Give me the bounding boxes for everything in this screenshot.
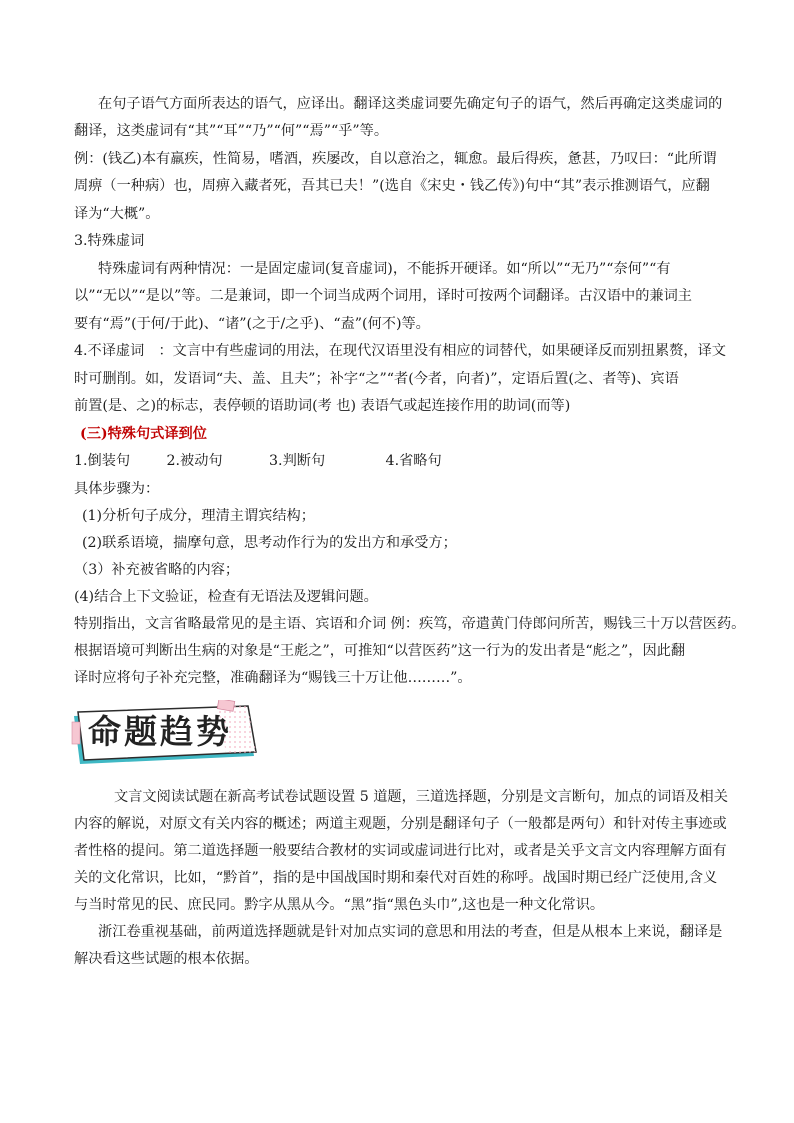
- text-line: 与当时常见的民、庶民同。黔字从黑从今。“黑”指“黑色头巾”,这也是一种文化常识。: [74, 897, 605, 913]
- text-line: 4.不译虚词 ：文言中有些虚词的用法，在现代汉语里没有相应的词替代，如果硬译反而别扭累赘，译文: [74, 343, 726, 359]
- text-line: 周痹（一种病）也，周痹入藏者死，吾其已夫！”(选自《宋史・钱乙传》)句中“其”表示推测语气，应翻: [74, 178, 710, 194]
- text-line: 具体步骤为：: [74, 481, 160, 497]
- text-line: 在句子语气方面所表达的语气，应译出。翻译这类虚词要先确定句子的语气，然后再确定这类虚词的: [98, 96, 723, 112]
- text-line: 文言文阅读试题在新高考试卷试题设置 5 道题，三道选择题，分别是文言断句，加点的词语及相关: [114, 789, 728, 805]
- section-banner: [68, 700, 264, 770]
- text-line: 要有“焉”(于何/于此)、“诸”(之于/之乎)、“盍”(何不)等。: [74, 316, 430, 332]
- banner-title: 命题趋势: [88, 712, 232, 751]
- step-passive: 2.被动句: [166, 453, 223, 469]
- text-line: (2)联系语境，揣摩句意，思考动作行为的发出方和承受方；: [82, 535, 457, 551]
- text-line: 译时应将句子补充完整，准确翻译为“赐钱三十万让他………”。: [74, 670, 472, 686]
- step-judgement: 3.判断句: [269, 453, 326, 469]
- text-line: 特殊虚词有两种情况：一是固定虚词(复音虚词)，不能拆开硬译。如“所以”“无乃”“奈何”“有: [98, 261, 671, 277]
- text-line: 解决看这些试题的根本依据。: [74, 951, 259, 967]
- text-line: 者性格的提问。第二道选择题一般要结合教材的实词或虚词进行比对，或者是关乎文言文内容理解方面有: [74, 843, 727, 859]
- text-line: 根据语境可判断出生病的对象是“王彪之”，可推知“以营医药”这一行为的发出者是“彪之”，因此翻: [74, 643, 686, 659]
- step-inversion: 1.倒装句: [74, 453, 131, 469]
- text-line: 特别指出，文言省略最常见的是主语、宾语和介词 例：疾笃，帝遣黄门侍郎问所苦，赐钱三十万以营医药。: [74, 616, 746, 632]
- text-line: 时可删削。如，发语词“夫、盖、且夫”；补字“之”“者(今者，向者)”，定语后置(之、者等)、宾语: [74, 371, 679, 387]
- text-line: 浙江卷重视基础，前两道选择题就是针对加点实词的意思和用法的考查，但是从根本上来说，翻译是: [98, 924, 723, 940]
- text-line: 例：(钱乙)本有羸疾，性简易，嗜酒，疾屡改，自以意治之，辄愈。最后得疾，惫甚，乃叹曰：“此所谓: [74, 151, 717, 167]
- step-omission: 4.省略句: [385, 453, 442, 469]
- section-heading: (三)特殊句式译到位: [80, 426, 207, 442]
- text-line: 3.特殊虚词: [74, 233, 145, 249]
- text-line: 内容的解说，对原文有关内容的概述；两道主观题，分别是翻译句子（一般都是两句）和针对传主事迹或: [74, 816, 727, 832]
- sentence-types-row: [74, 451, 442, 471]
- text-line: 翻译，这类虚词有“其”“耳”“乃”“何”“焉”“乎”等。: [74, 123, 389, 139]
- text-line: 以”“无以”“是以”等。二是兼词，即一个词当成两个词用，译时可按两个词翻译。古汉语中的兼词主: [74, 288, 692, 304]
- text-line: (4)结合上下文验证，检查有无语法及逻辑问题。: [74, 589, 378, 605]
- text-line: （3）补充被省略的内容；: [74, 562, 240, 578]
- text-line: 译为“大概”。: [74, 206, 160, 222]
- text-line: 前置(是、之)的标志，表停顿的语助词(考 也) 表语气或起连接作用的助词(而等): [74, 398, 571, 414]
- text-line: 关的文化常识，比如，“黔首”，指的是中国战国时期和秦代对百姓的称呼。战国时期已经广泛使用,含义: [74, 870, 718, 886]
- text-line: (1)分析句子成分，理清主谓宾结构；: [82, 508, 315, 524]
